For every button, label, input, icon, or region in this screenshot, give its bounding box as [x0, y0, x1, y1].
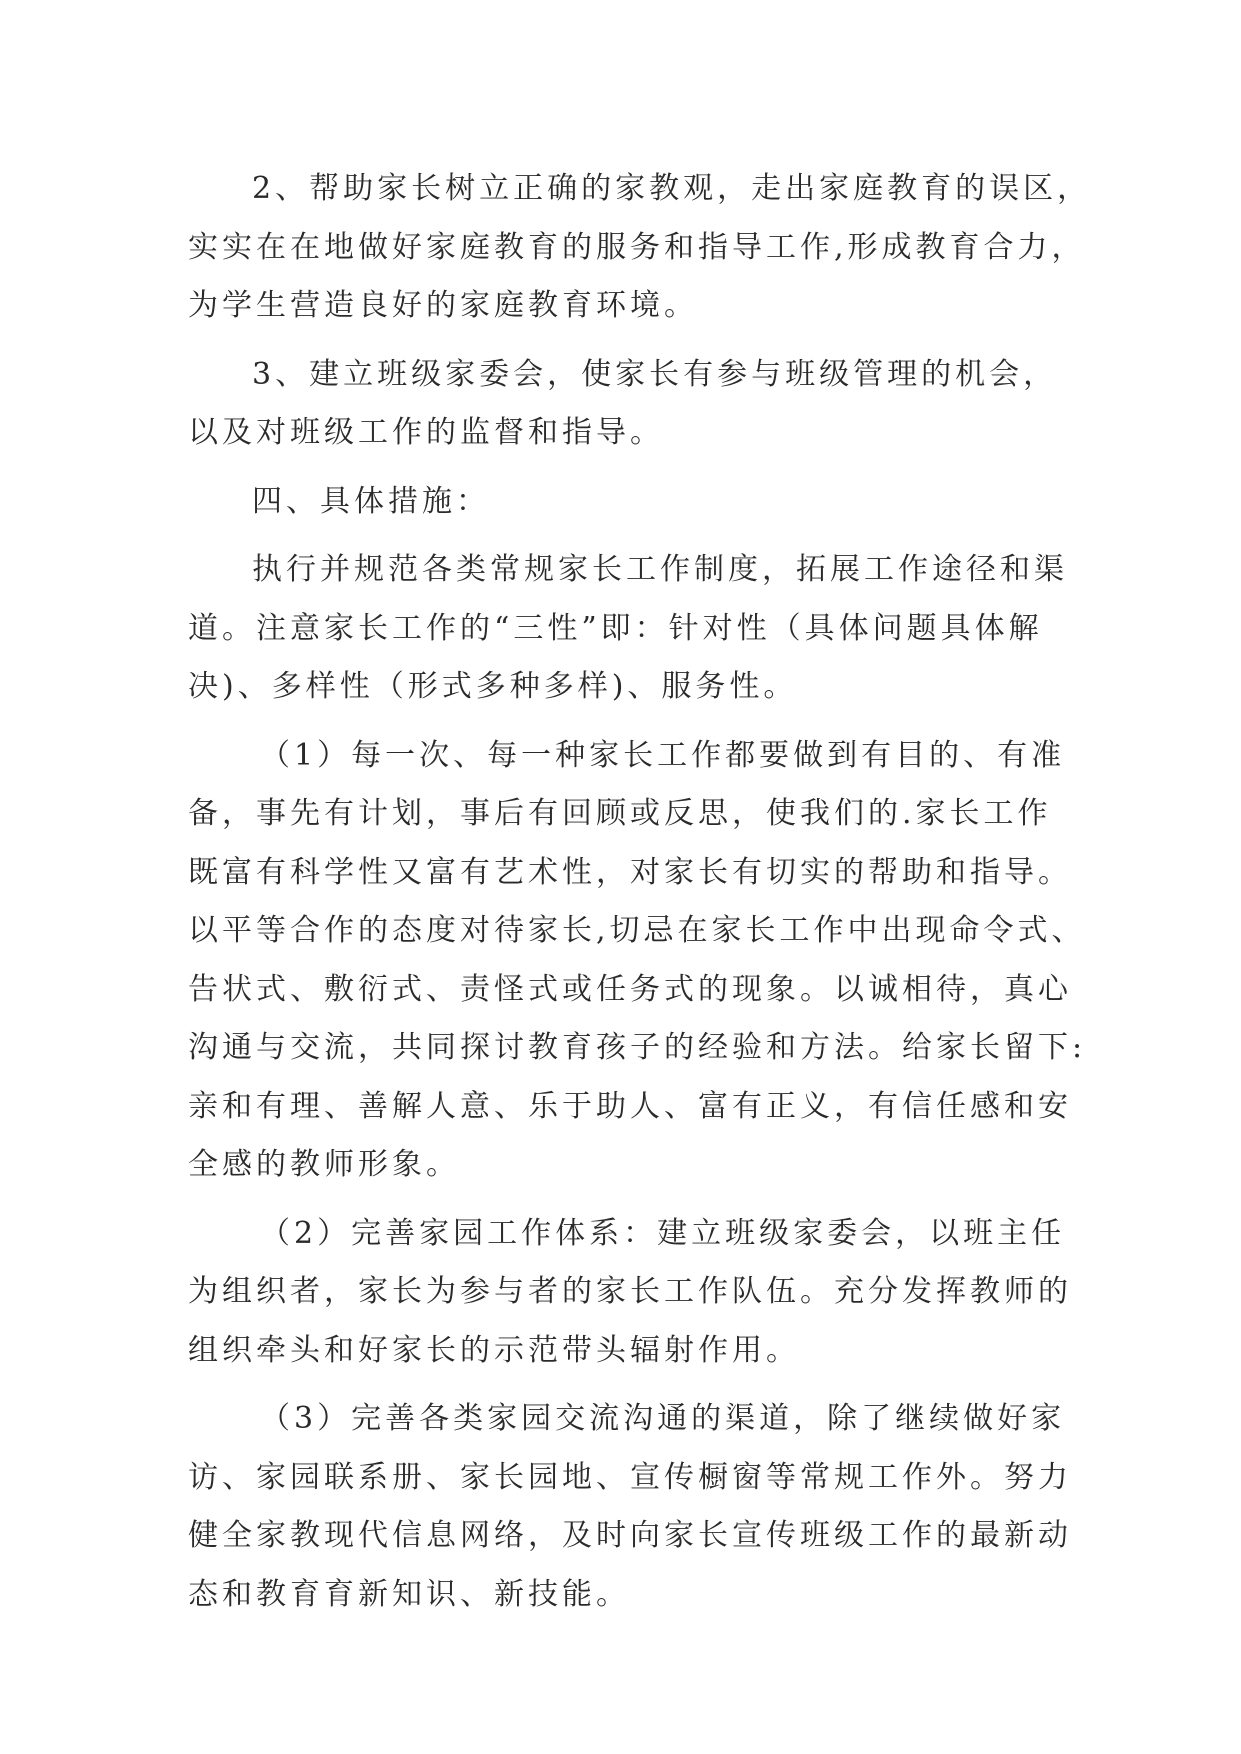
text-line: 全感的教师形象。: [188, 1147, 460, 1182]
text-line: 组织牵头和好家长的示范带头辐射作用。: [188, 1332, 800, 1368]
text-line: 访、家园联系册、家长园地、宣传橱窗等常规工作外。努力: [188, 1459, 1072, 1495]
paragraph-item-2: [188, 160, 1092, 336]
text-line: 既富有科学性又富有艺术性，对家长有切实的帮助和指导。: [188, 854, 1072, 890]
text-line: 态和教育育新知识、新技能。: [188, 1576, 630, 1612]
text-line: 3、建立班级家委会，使家长有参与班级管理的机会，: [252, 356, 1058, 392]
paragraph-measure-2: [188, 1205, 1072, 1381]
text-line: 以及对班级工作的监督和指导。: [188, 415, 664, 450]
paragraph-intro: [188, 541, 1068, 717]
text-line: 为组织者，家长为参与者的家长工作队伍。充分发挥教师的: [188, 1274, 1072, 1309]
text-line: （2）完善家园工作体系：建立班级家委会，以班主任: [260, 1215, 1066, 1251]
text-line: 健全家教现代信息网络，及时向家长宣传班级工作的最新动: [188, 1518, 1072, 1553]
text-line: 实实在在地做好家庭教育的服务和指导工作,形成教育合力，: [188, 229, 1086, 265]
text-line: 以平等合作的态度对待家长,切忌在家长工作中出现命令式、: [188, 913, 1086, 948]
text-line: 执行并规范各类常规家长工作制度，拓展工作途径和渠: [252, 552, 1068, 587]
section-heading: 四、具体措施：: [252, 483, 490, 519]
text-line: 道。注意家长工作的“三性”即：针对性（具体问题具体解: [188, 610, 1043, 646]
text-line: 2、帮助家长树立正确的家教观，走出家庭教育的误区，: [252, 171, 1092, 206]
text-line: （1）每一次、每一种家长工作都要做到有目的、有准: [260, 737, 1066, 773]
text-line: 备，事先有计划，事后有回顾或反思，使我们的.家长工作: [188, 796, 1052, 831]
text-line: 为学生营造良好的家庭教育环境。: [188, 288, 698, 323]
document-body: [188, 160, 1092, 1624]
paragraph-measure-1: [188, 727, 1087, 1195]
paragraph-item-3: [188, 346, 1058, 463]
text-line: 亲和有理、善解人意、乐于助人、富有正义，有信任感和安: [188, 1088, 1072, 1124]
paragraph-measure-3: [188, 1390, 1072, 1624]
text-line: 沟通与交流，共同探讨教育孩子的经验和方法。给家长留下:: [188, 1030, 1087, 1065]
text-line: 告状式、敷衍式、责怪式或任务式的现象。以诚相待，真心: [188, 971, 1072, 1007]
text-line: 决)、多样性（形式多种多样)、服务性。: [188, 669, 798, 704]
section-heading-measures: [188, 473, 1048, 532]
text-line: （3）完善各类家园交流沟通的渠道，除了继续做好家: [260, 1401, 1066, 1436]
